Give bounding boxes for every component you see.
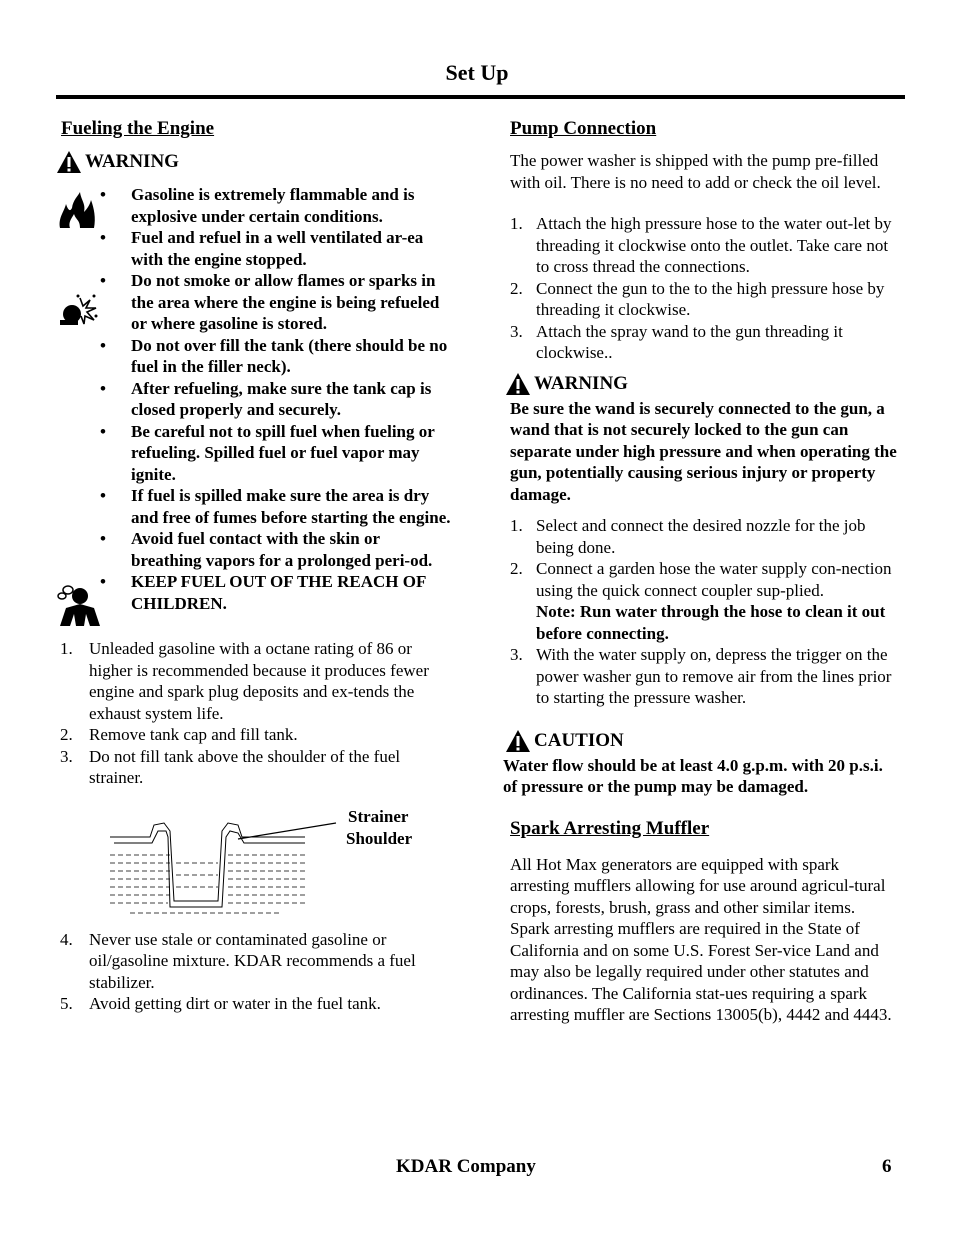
section-heading-pump: Pump Connection [510, 118, 657, 139]
list-item: 3. Do not fill tank above the shoulder of the fuel strainer. [60, 746, 401, 787]
warning-triangle-icon [505, 729, 531, 753]
list-item: • Avoid fuel contact with the skin or breathing vapors for a prolonged peri-od. [56, 528, 451, 571]
section-heading-muffler: Spark Arresting Muffler [510, 817, 710, 839]
pump-intro: The power washer is shipped with the pump pre-filled with oil. There is no need to add or check the oil level. [510, 151, 881, 192]
page-title: Set Up [445, 60, 509, 85]
fuel-warning-list [56, 184, 451, 614]
caution-label: CAUTION [534, 729, 624, 751]
fuel-steps-list-2 [56, 929, 451, 1015]
pump-warning-header [505, 370, 898, 398]
list-item: 2. Connect a garden hose the water supply con-nection using the quick connect coupler sup-plied. Note: Run water through the hose to clean it out before connecting. [503, 558, 898, 644]
nozzle-steps-list [503, 515, 898, 709]
list-item: • Gasoline is extremely flammable and is explosive under certain conditions. [56, 184, 451, 227]
list-item: 2. Connect the gun to the to the high pressure hose by threading it clockwise. [510, 278, 885, 319]
list-item: • Fuel and refuel in a well ventilated ar-ea with the engine stopped. [56, 227, 451, 270]
figure-label-strainer: Strainer [348, 806, 409, 826]
list-item: 4. Never use stale or contaminated gasoline or oil/gasoline mixture. KDAR recommends a fuel stabilizer. [60, 929, 416, 992]
list-item: • After refueling, make sure the tank cap is closed properly and securely. [56, 378, 451, 421]
hose-note: Note: Run water through the hose to clean it out before connecting. [536, 602, 886, 643]
footer-page-number: 6 [882, 1156, 892, 1177]
fuel-steps-list [56, 638, 451, 789]
figure-label-shoulder: Shoulder [346, 828, 413, 848]
section-heading-fueling: Fueling the Engine [61, 118, 215, 139]
warning-triangle-icon [505, 372, 531, 396]
list-item: 1. Select and connect the desired nozzle for the job being done. [510, 516, 866, 557]
list-item: 2. Remove tank cap and fill tank. [60, 725, 298, 744]
pump-warning-text: Be sure the wand is securely connected to the gun, a wand that is not securely locked to the gun can separate under high pressure and when operating the gun, potentially causing serious injury or property damage. [510, 398, 897, 504]
fuel-strainer-diagram [90, 797, 340, 922]
strainer-figure [56, 789, 451, 929]
list-item: 5. Avoid getting dirt or water in the fuel tank. [60, 994, 381, 1013]
caution-header [505, 727, 898, 755]
warning-triangle-icon [56, 150, 82, 174]
list-item: 3. Attach the spray wand to the gun threading it clockwise.. [510, 321, 843, 362]
list-item: 3. With the water supply on, depress the trigger on the power washer gun to remove air from the lines prior to starting the pressure washer. [510, 645, 892, 707]
list-item: 1. Unleaded gasoline with a octane rating of 86 or higher is recommended because it produces fewer engine and spark plug deposits and ex-tends the exhaust system life. [60, 639, 429, 723]
left-column [56, 116, 451, 1015]
footer-company: KDAR Company [396, 1156, 536, 1177]
warning-header [56, 148, 451, 176]
list-item: • KEEP FUEL OUT OF THE REACH OF CHILDREN. [56, 571, 451, 614]
list-item: • Do not smoke or allow flames or sparks in the area where the engine is being refueled or where gasoline is stored. [56, 270, 451, 335]
title-rule [56, 95, 905, 99]
warning-label: WARNING [85, 151, 179, 173]
list-item: 1. Attach the high pressure hose to the water out-let by threading it clockwise onto the outlet. Take care not to cross thread the connections. [510, 214, 892, 276]
caution-text: Water flow should be at least 4.0 g.p.m. with 20 p.s.i. of pressure or the pump may be damaged. [503, 755, 883, 796]
list-item: • Be careful not to spill fuel when fueling or refueling. Spilled fuel or fuel vapor may ignite. [56, 421, 451, 486]
list-item: • If fuel is spilled make sure the area is dry and free of fumes before starting the engine. [56, 485, 451, 528]
muffler-text: All Hot Max generators are equipped with spark arresting mufflers allowing for use around agricul-tural crops, forests, brush, grass and other similar items. Spark arresting mufflers are required in the State of California and on some U.S. Forest Ser-vice Land and may also be legally required under other statutes and ordinances. The California stat-ues requiring a spark arresting muffler are Sections 13005(b), 4442 and 4443. [510, 854, 892, 1024]
list-item: • Do not over fill the tank (there should be no fuel in the filler neck). [56, 335, 451, 378]
warning-label: WARNING [534, 372, 628, 394]
pump-steps-list [503, 213, 898, 364]
right-column [503, 116, 898, 1026]
